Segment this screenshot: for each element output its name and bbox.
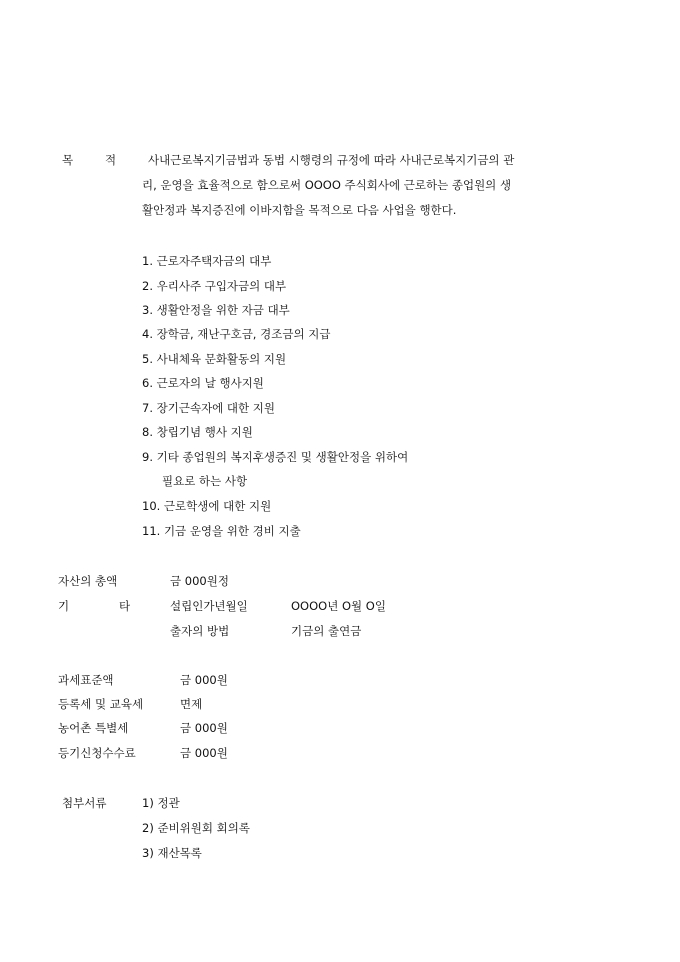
tax-label: 과세표준액 <box>58 673 114 687</box>
business-item: 4. 장학금, 재난구호금, 경조금의 지급 <box>142 327 331 341</box>
other-row-value: OOOO년 O월 O일 <box>291 599 386 613</box>
other-row-key: 출자의 방법 <box>170 624 230 638</box>
business-item-continued: 필요로 하는 사항 <box>162 474 248 488</box>
purpose-line-3: 활안정과 복지증진에 이바지함을 목적으로 다음 사업을 행한다. <box>142 203 457 217</box>
business-item: 3. 생활안정을 위한 자금 대부 <box>142 303 290 317</box>
attachment-item: 3) 재산목록 <box>142 846 202 860</box>
business-item: 7. 장기근속자에 대한 지원 <box>142 401 276 415</box>
business-item: 6. 근로자의 날 행사지원 <box>142 376 264 390</box>
assets-value: 금 000원정 <box>170 574 229 588</box>
purpose-line-1: 사내근로복지기금법과 동법 시행령의 규정에 따라 사내근로복지기금의 관 <box>148 153 515 167</box>
purpose-label-char2: 적 <box>105 153 117 167</box>
business-item: 11. 기금 운영을 위한 경비 지출 <box>142 524 301 538</box>
tax-value: 면제 <box>180 697 203 711</box>
business-item: 1. 근로자주택자금의 대부 <box>142 254 272 268</box>
attachment-item: 2) 준비위원회 회의록 <box>142 821 250 835</box>
business-item: 5. 사내체육 문화활동의 지원 <box>142 352 287 366</box>
business-item: 2. 우리사주 구입자금의 대부 <box>142 279 287 293</box>
tax-label: 농어촌 특별세 <box>58 721 129 735</box>
purpose-label-char1: 목 <box>62 153 74 167</box>
tax-value: 금 000원 <box>180 746 228 760</box>
business-item: 10. 근로학생에 대한 지원 <box>142 499 272 513</box>
tax-label: 등기신청수수료 <box>58 746 136 760</box>
other-row-key: 설립인가년월일 <box>170 599 248 613</box>
attachments-label: 첨부서류 <box>62 796 107 810</box>
attachment-item: 1) 정관 <box>142 796 180 810</box>
business-item: 8. 창립기념 행사 지원 <box>142 425 253 439</box>
purpose-line-2: 리, 운영을 효율적으로 함으로써 OOOO 주식회사에 근로하는 종업원의 생 <box>142 178 512 192</box>
assets-label: 자산의 총액 <box>58 574 118 588</box>
other-label-char1: 기 <box>58 599 70 613</box>
tax-value: 금 000원 <box>180 673 228 687</box>
tax-value: 금 000원 <box>180 721 228 735</box>
other-row-value: 기금의 출연금 <box>291 624 362 638</box>
other-label-char2: 타 <box>119 599 131 613</box>
business-item: 9. 기타 종업원의 복지후생증진 및 생활안정을 위하여 <box>142 450 409 464</box>
tax-label: 등록세 및 교육세 <box>58 697 144 711</box>
